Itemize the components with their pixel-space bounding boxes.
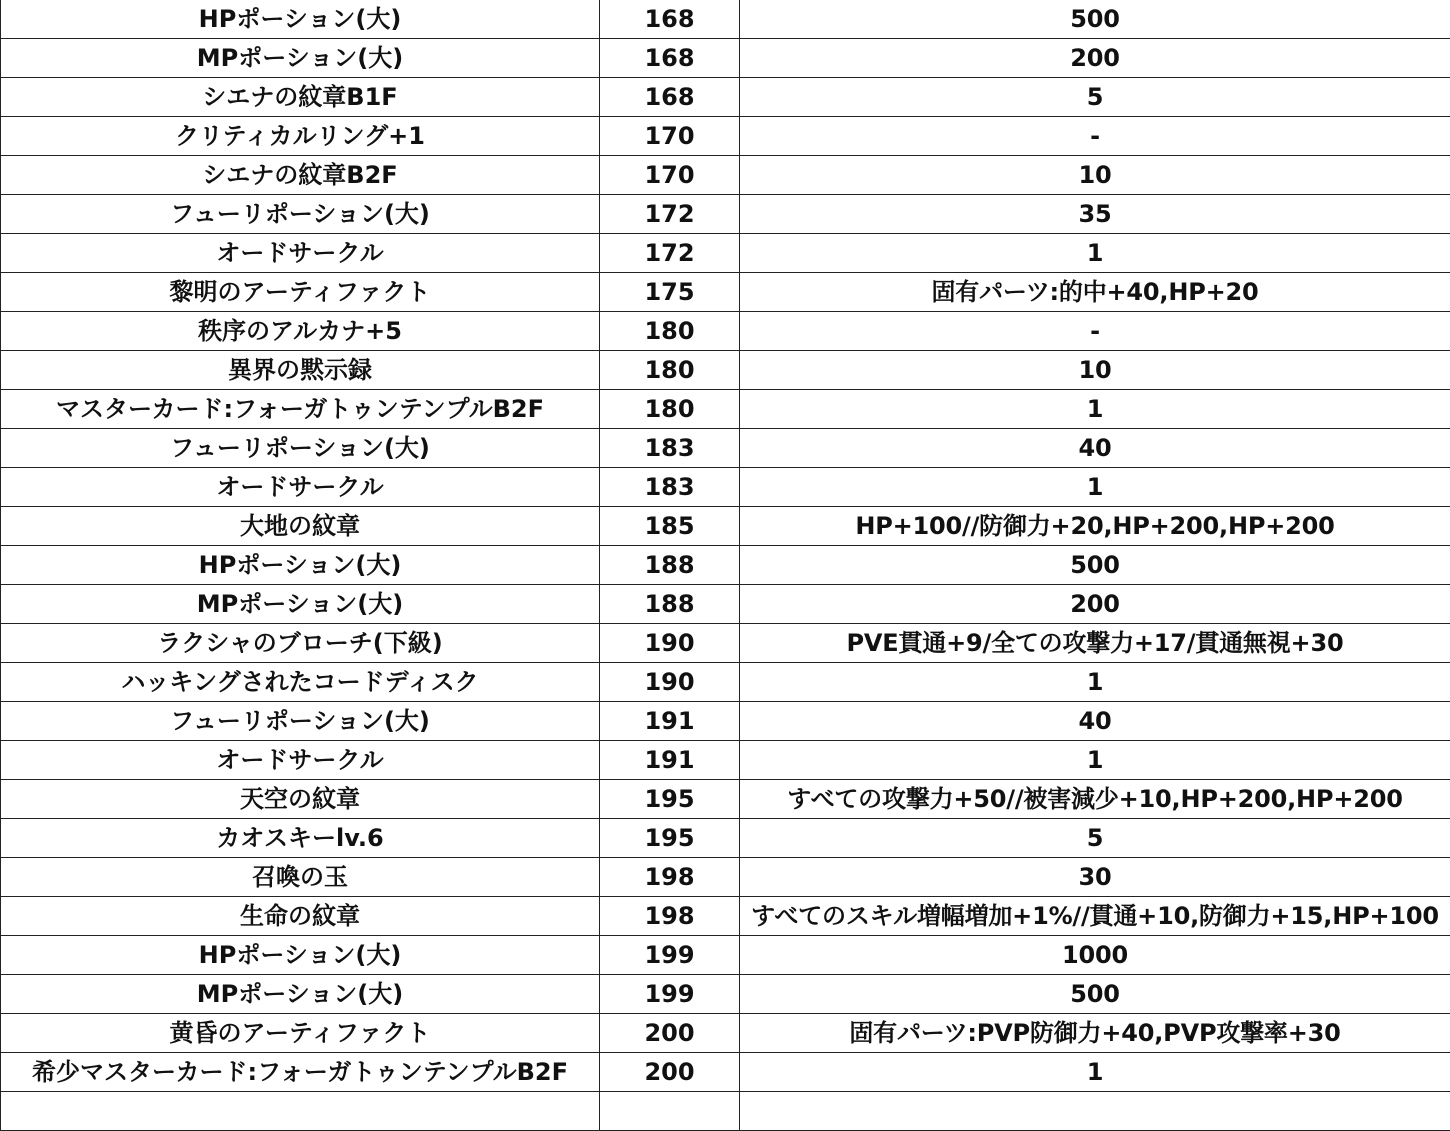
value-cell: 500 xyxy=(740,975,1450,1014)
table-row xyxy=(1,351,1450,390)
table-row xyxy=(1,1053,1450,1092)
item-name-cell: HPポーション(大) xyxy=(1,936,600,975)
level-cell: 183 xyxy=(600,429,740,468)
table-row xyxy=(1,273,1450,312)
level-cell: 198 xyxy=(600,897,740,936)
table-row xyxy=(1,780,1450,819)
table-row xyxy=(1,117,1450,156)
table-row xyxy=(1,39,1450,78)
level-cell: 191 xyxy=(600,702,740,741)
level-cell: 172 xyxy=(600,195,740,234)
table-row xyxy=(1,312,1450,351)
item-name-cell: MPポーション(大) xyxy=(1,975,600,1014)
item-name-cell: 希少マスターカード:フォーガトゥンテンプルB2F xyxy=(1,1053,600,1092)
value-cell: 1000 xyxy=(740,936,1450,975)
item-name-cell: 黎明のアーティファクト xyxy=(1,273,600,312)
value-cell: 10 xyxy=(740,351,1450,390)
table-row xyxy=(1,624,1450,663)
value-cell: 500 xyxy=(740,0,1450,39)
table-row xyxy=(1,78,1450,117)
level-cell: 180 xyxy=(600,351,740,390)
value-cell: 30 xyxy=(740,858,1450,897)
item-name-cell: MPポーション(大) xyxy=(1,39,600,78)
table-row xyxy=(1,975,1450,1014)
item-name-cell: フューリポーション(大) xyxy=(1,702,600,741)
table-row xyxy=(1,1092,1450,1131)
level-cell: 191 xyxy=(600,741,740,780)
item-name-cell: クリティカルリング+1 xyxy=(1,117,600,156)
table-row xyxy=(1,507,1450,546)
level-cell: 168 xyxy=(600,78,740,117)
item-name-cell: 秩序のアルカナ+5 xyxy=(1,312,600,351)
item-name-cell: ラクシャのブローチ(下級) xyxy=(1,624,600,663)
table-row xyxy=(1,702,1450,741)
item-name-cell: 異界の黙示録 xyxy=(1,351,600,390)
level-cell: 195 xyxy=(600,819,740,858)
item-name-cell: シエナの紋章B2F xyxy=(1,156,600,195)
level-cell: 180 xyxy=(600,312,740,351)
value-cell: 1 xyxy=(740,741,1450,780)
value-cell: - xyxy=(740,312,1450,351)
level-cell: 168 xyxy=(600,39,740,78)
item-name-cell: 天空の紋章 xyxy=(1,780,600,819)
level-cell: 170 xyxy=(600,117,740,156)
table-row xyxy=(1,429,1450,468)
item-name-cell: フューリポーション(大) xyxy=(1,429,600,468)
value-cell: - xyxy=(740,117,1450,156)
value-cell: 40 xyxy=(740,429,1450,468)
value-cell: 10 xyxy=(740,156,1450,195)
item-name-cell: フューリポーション(大) xyxy=(1,195,600,234)
table-row xyxy=(1,585,1450,624)
item-name-cell: 大地の紋章 xyxy=(1,507,600,546)
value-cell: 1 xyxy=(740,390,1450,429)
reward-table-body xyxy=(1,0,1450,1131)
level-cell: 199 xyxy=(600,936,740,975)
table-row xyxy=(1,858,1450,897)
table-row xyxy=(1,1014,1450,1053)
value-cell xyxy=(740,1092,1450,1131)
level-cell: 183 xyxy=(600,468,740,507)
level-cell: 190 xyxy=(600,663,740,702)
item-name-cell: 生命の紋章 xyxy=(1,897,600,936)
value-cell: 固有パーツ:PVP防御力+40,PVP攻撃率+30 xyxy=(740,1014,1450,1053)
table-row xyxy=(1,156,1450,195)
value-cell: HP+100//防御力+20,HP+200,HP+200 xyxy=(740,507,1450,546)
level-cell xyxy=(600,1092,740,1131)
item-name-cell: シエナの紋章B1F xyxy=(1,78,600,117)
item-name-cell: オードサークル xyxy=(1,468,600,507)
level-cell: 195 xyxy=(600,780,740,819)
item-name-cell: ハッキングされたコードディスク xyxy=(1,663,600,702)
item-name-cell: HPポーション(大) xyxy=(1,546,600,585)
level-cell: 170 xyxy=(600,156,740,195)
value-cell: 35 xyxy=(740,195,1450,234)
value-cell: 1 xyxy=(740,234,1450,273)
table-row xyxy=(1,663,1450,702)
table-row xyxy=(1,468,1450,507)
level-cell: 180 xyxy=(600,390,740,429)
value-cell: 1 xyxy=(740,663,1450,702)
level-cell: 190 xyxy=(600,624,740,663)
item-name-cell: 召喚の玉 xyxy=(1,858,600,897)
level-cell: 199 xyxy=(600,975,740,1014)
level-cell: 175 xyxy=(600,273,740,312)
level-cell: 198 xyxy=(600,858,740,897)
item-name-cell: オードサークル xyxy=(1,741,600,780)
value-cell: 5 xyxy=(740,819,1450,858)
item-name-cell: オードサークル xyxy=(1,234,600,273)
item-name-cell: MPポーション(大) xyxy=(1,585,600,624)
table-row xyxy=(1,0,1450,39)
item-name-cell: HPポーション(大) xyxy=(1,0,600,39)
level-cell: 188 xyxy=(600,585,740,624)
item-name-cell: マスターカード:フォーガトゥンテンプルB2F xyxy=(1,390,600,429)
table-row xyxy=(1,819,1450,858)
table-row xyxy=(1,546,1450,585)
table-row xyxy=(1,741,1450,780)
level-cell: 168 xyxy=(600,0,740,39)
value-cell: 500 xyxy=(740,546,1450,585)
table-row xyxy=(1,234,1450,273)
item-name-cell: 黄昏のアーティファクト xyxy=(1,1014,600,1053)
value-cell: 固有パーツ:的中+40,HP+20 xyxy=(740,273,1450,312)
value-cell: 200 xyxy=(740,585,1450,624)
level-cell: 188 xyxy=(600,546,740,585)
table-row xyxy=(1,195,1450,234)
level-cell: 200 xyxy=(600,1053,740,1092)
value-cell: PVE貫通+9/全ての攻撃力+17/貫通無視+30 xyxy=(740,624,1450,663)
item-name-cell xyxy=(1,1092,600,1131)
value-cell: 1 xyxy=(740,1053,1450,1092)
value-cell: 40 xyxy=(740,702,1450,741)
item-name-cell: カオスキーlv.6 xyxy=(1,819,600,858)
level-cell: 172 xyxy=(600,234,740,273)
value-cell: 5 xyxy=(740,78,1450,117)
level-cell: 185 xyxy=(600,507,740,546)
table-row xyxy=(1,390,1450,429)
value-cell: 1 xyxy=(740,468,1450,507)
table-row xyxy=(1,936,1450,975)
value-cell: 200 xyxy=(740,39,1450,78)
value-cell: すべての攻撃力+50//被害減少+10,HP+200,HP+200 xyxy=(740,780,1450,819)
value-cell: すべてのスキル増幅増加+1%//貫通+10,防御力+15,HP+100 xyxy=(740,897,1450,936)
level-cell: 200 xyxy=(600,1014,740,1053)
table-row xyxy=(1,897,1450,936)
